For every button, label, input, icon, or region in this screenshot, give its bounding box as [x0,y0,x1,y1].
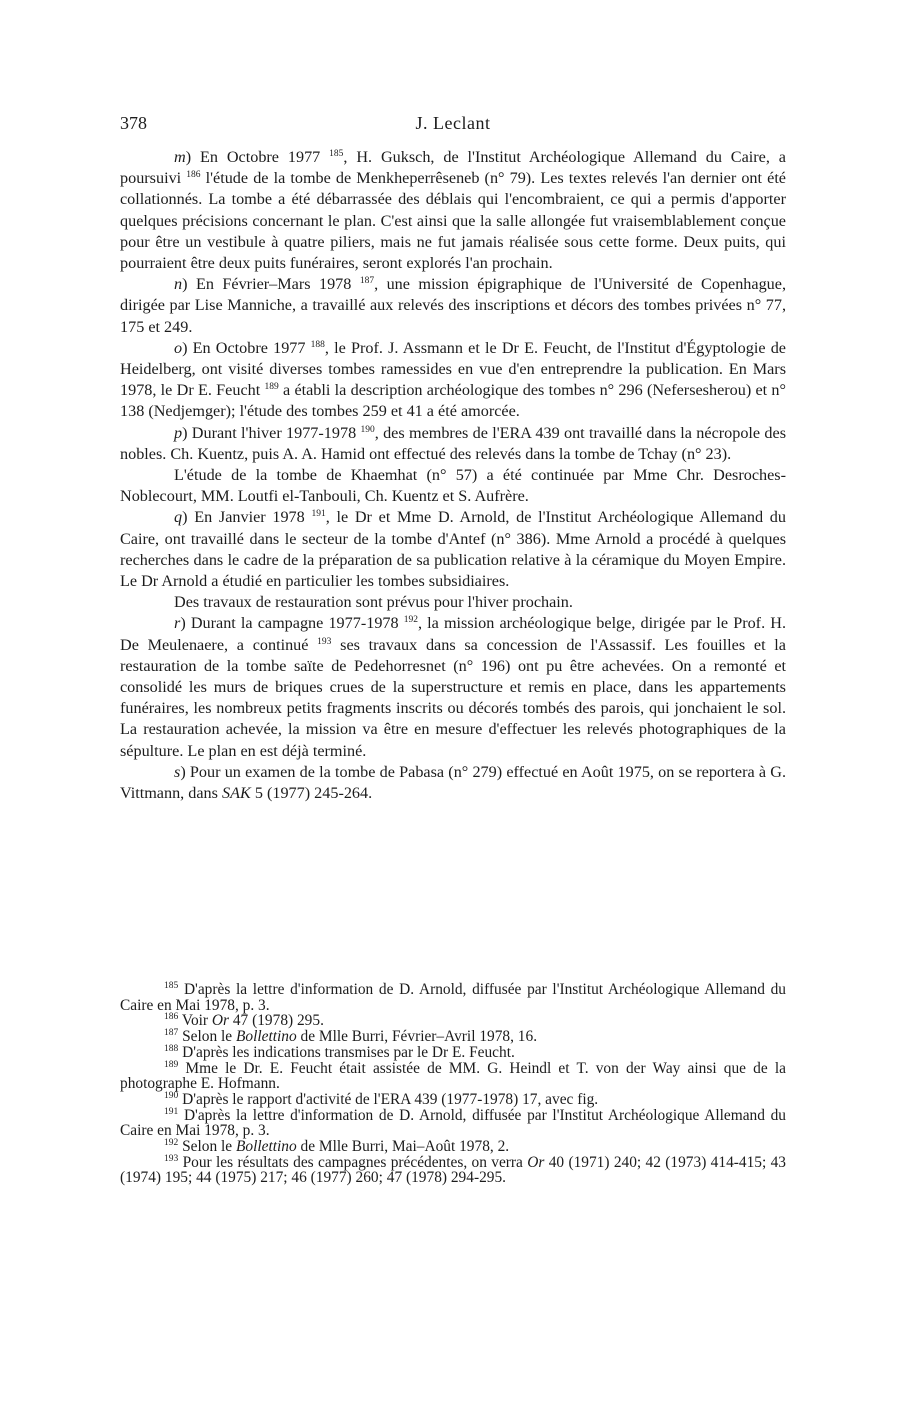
footnote-marker: 186 [186,170,201,181]
text-run: , la mission archéologique belge, dirigée par le Prof. H. De Meulenaere, a continué [120,614,786,654]
footnote-marker: 186 [164,1012,179,1023]
footnote-marker: 193 [164,1153,179,1164]
paragraph [120,465,786,507]
footnote [120,1029,786,1045]
text-run: Mme le Dr. E. Feucht était assistée de MM. G. Heindl et T. von der Way ainsi que de la photographe E. Hofmann. [120,1059,786,1093]
footnote [120,1061,786,1092]
text-run: , le Prof. J. Assmann et le Dr E. Feucht, de l'Institut d'Égyptologie de Heidelberg, ont visité diverses tombes ramessides en vue d'en entreprendre la publication. En Mars 1978, le Dr E. Feucht [120,338,786,400]
italic-text: n [174,275,183,294]
italic-text: m [174,148,186,166]
text-run: ) En Octobre 1977 [185,148,330,166]
italic-text: p [174,423,183,442]
text-run: de Mlle Burri, Février–Avril 1978, 16. [296,1028,538,1046]
text-run: ) En Janvier 1978 [182,508,312,527]
italic-text: Bollettino [235,1028,297,1046]
paragraph [120,613,786,761]
text-run: 40 (1971) 240; 42 (1973) 414-415; 43 (1974) 195; 44 (1975) 217; 46 (1977) 260; 47 (1978) 294-295. [120,1153,786,1187]
footnote-marker: 190 [164,1090,179,1101]
paragraph [120,147,786,274]
text-run: ) En Octobre 1977 [182,338,311,357]
text-run: Selon le [178,1028,236,1046]
paragraph [120,507,786,592]
text-run: Des travaux de restauration sont prévus pour l'hiver prochain. [174,593,573,612]
text-run: ) Durant l'hiver 1977-1978 [182,423,361,442]
text-run: L'étude de la tombe de Khaemhat (n° 57) a été continuée par Mme Chr. Desroches-Noblecourt, MM. Loutfi el-Tanbouli, Ch. Kuentz et S. Aufrère. [120,466,786,506]
footnote-marker: 185 [164,981,179,991]
footnote [120,1045,786,1061]
paragraph [120,592,786,613]
text-run: D'après la lettre d'information de D. Arnold, diffusée par l'Institut Archéologique Allemand du Caire en Mai 1978, p. 3. [120,981,786,1014]
text-run: 47 (1978) 295. [229,1012,324,1030]
footnote-marker: 189 [264,382,279,393]
text-run: l'étude de la tombe de Menkheperrêseneb (n° 79). Les textes relevés l'an dernier ont été collationnés. La tombe a été débarrassée des déblais qui l'encombraient, ce qui a permis d'apporter quelques précisions concernant le plan. C'est ainsi que la salle allongée fut vraisemblablement conçue pour être un vestibule à quatre piliers, mais ne fut jamais réalisée sous cette forme. Deux puits, qui pourraient être deux puits funéraires, seront explorés l'an prochain. [120,169,786,273]
footnote [120,982,786,1013]
text-run: Pour les résultats des campagnes précédentes, on verra [178,1153,528,1171]
footnote-marker: 185 [329,149,344,159]
italic-text: q [174,508,183,527]
text-run: , H. Guksch, de l'Institut Archéologique Allemand du Caire, a poursuivi [120,148,786,188]
footnote-marker: 188 [310,339,325,350]
page-number: 378 [120,113,147,133]
footnote-marker: 191 [311,509,326,520]
paragraph [120,423,786,465]
running-title-author: J. Leclant [415,113,491,133]
text-run: D'après les indications transmises par le Dr E. Feucht. [178,1043,515,1061]
footnote-marker: 190 [360,424,375,435]
text-run: Voir [178,1012,212,1030]
text-run: , une mission épigraphique de l'Université de Copenhague, dirigée par Lise Manniche, a travaillé aux relevés des inscriptions et décors des tombes privées n° 77, 175 et 249. [120,275,787,336]
footnote-marker: 193 [317,636,332,647]
running-header [120,113,786,137]
footnote-marker: 188 [164,1043,179,1054]
paragraph [120,338,786,423]
text-run: D'après le rapport d'activité de l'ERA 439 (1977-1978) 17, avec fig. [178,1090,599,1108]
italic-text: Or [527,1153,545,1171]
footnote [120,1092,786,1108]
text-run: ) En Février–Mars 1978 [182,275,360,294]
text-run: 5 (1977) 245-264. [250,784,373,803]
text-run: de Mlle Burri, Mai–Août 1978, 2. [296,1138,510,1156]
text-run: , des membres de l'ERA 439 ont travaillé dans la nécropole des nobles. Ch. Kuentz, puis A. A. Hamid ont effectué des relevés dans la tombe de Tchay (n° 23). [120,423,786,463]
text-run: D'après la lettre d'information de D. Arnold, diffusée par l'Institut Archéologique Allemand du Caire en Mai 1978, p. 3. [120,1106,786,1140]
italic-text: r [174,614,181,633]
footnote [120,1139,786,1155]
footnote-marker: 189 [164,1059,179,1070]
text-run: Selon le [178,1138,236,1156]
text-run: ) Pour un examen de la tombe de Pabasa (n° 279) effectué en Août 1975, on se reportera à G. Vittmann, dans [120,762,786,803]
footnote [120,1155,786,1186]
footnote-marker: 192 [164,1138,179,1149]
footnotes [120,982,786,1186]
footnote-marker: 187 [359,276,375,287]
footnote [120,1013,786,1029]
paragraph [120,274,786,338]
main-text [120,147,786,804]
text-run: a établi la description archéologique des tombes n° 296 (Nefersesherou) et n° 138 (Nedjemger); l'étude des tombes 259 et 41 a été amorcée. [120,381,786,421]
footnote-marker: 187 [164,1028,179,1039]
italic-text: s [174,762,181,781]
italic-text: SAK [222,784,251,803]
italic-text: Or [211,1012,230,1030]
italic-text: o [174,338,183,357]
footnote-marker: 192 [403,615,418,626]
italic-text: Bollettino [235,1138,297,1156]
footnote-marker: 191 [164,1106,179,1117]
footnote [120,1108,786,1139]
text-run: , le Dr et Mme D. Arnold, de l'Institut Archéologique Allemand du Caire, ont travaillé dans le secteur de la tombe d'Antef (n° 386). Mme Arnold a procédé à quelques recherches dans le cadre de la préparation de sa publication relative à la céramique du Moyen Empire. Le Dr Arnold a étudié en particulier les tombes subsidiaires. [120,508,786,591]
paragraph [120,762,786,804]
text-run: ses travaux dans sa concession de l'Assassif. Les fouilles et la restauration de la tombe saïte de Pedehorresnet (n° 196) ont pu être achevées. On a remonté et consolidé les murs de briques crues de la superstructure et remis en place, dans les appartements funéraires, les nombreux petits fragments inscrits ou décorés tombés des parois, qui jonchaient le sol. La restauration achevée, la mission va être en mesure d'effectuer les relevés photographiques de la sépulture. Le plan en est déjà terminé. [120,635,786,760]
text-run: ) Durant la campagne 1977-1978 [180,614,404,633]
